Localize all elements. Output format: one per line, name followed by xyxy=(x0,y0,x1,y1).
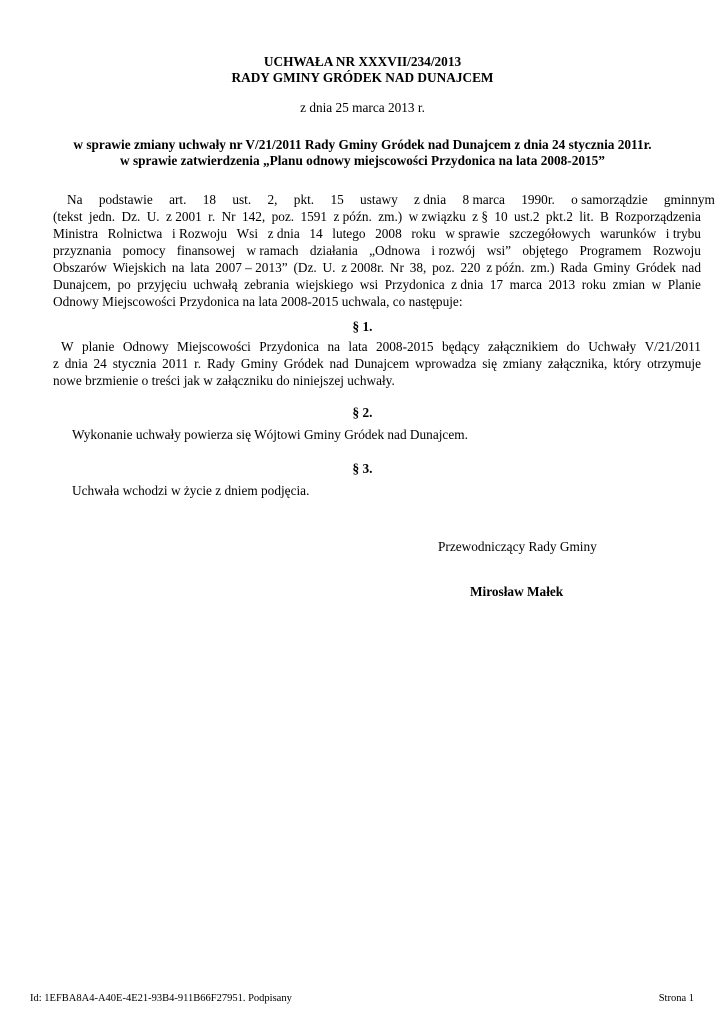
word: do xyxy=(566,339,580,354)
word: 15 xyxy=(330,192,344,207)
word: przyjęciu xyxy=(137,277,187,292)
word: z 2001 xyxy=(165,209,202,224)
word: w związku xyxy=(408,209,466,224)
word: roku xyxy=(581,277,607,292)
word: lutego xyxy=(332,226,366,241)
section-1-heading: § 1. xyxy=(352,319,373,334)
word: 38, xyxy=(409,260,427,275)
paragraph-line xyxy=(53,338,701,355)
word: się xyxy=(482,356,497,371)
word: wprowadza xyxy=(415,356,477,371)
council-name: RADY GMINY GRÓDEK NAD DUNAJCEM xyxy=(231,70,494,85)
word: 24 xyxy=(93,356,107,371)
word: U. xyxy=(146,209,160,224)
word: lata xyxy=(348,339,368,354)
word: art. xyxy=(169,192,187,207)
word: Gminy xyxy=(240,356,278,371)
word: warunków xyxy=(600,226,657,241)
page-number: Strona 1 xyxy=(658,993,694,1004)
word: wiejskiego xyxy=(295,277,354,292)
word: ust.2 xyxy=(514,209,540,224)
subject-line-1: w sprawie zmiany uchwały nr V/21/2011 Rady Gminy Gródek nad Dunajcem z dnia 24 stycznia 2011r. xyxy=(73,137,652,152)
word: w xyxy=(651,277,662,292)
word: objętego xyxy=(522,243,569,258)
word: (Dz. xyxy=(293,260,317,275)
word: Rady xyxy=(206,356,236,371)
resolution-date: z dnia 25 marca 2013 r. xyxy=(300,100,425,115)
word: 1990r. xyxy=(521,192,555,207)
word: Gródek xyxy=(636,260,676,275)
word: 2007 – 2013” xyxy=(215,260,288,275)
word: z xyxy=(53,356,59,371)
word: i rozwój xyxy=(431,243,476,258)
word: B xyxy=(600,209,609,224)
word: Rada xyxy=(560,260,588,275)
word: ust. xyxy=(232,192,252,207)
word: zmiany xyxy=(502,356,542,371)
word: nad xyxy=(681,260,701,275)
word: nad xyxy=(329,356,349,371)
word: z § xyxy=(472,209,489,224)
word: zebrania xyxy=(244,277,290,292)
word: Nr xyxy=(389,260,404,275)
word: na xyxy=(171,260,185,275)
word: podstawie xyxy=(98,192,153,207)
word: Dunajcem xyxy=(354,356,410,371)
word: zm.) xyxy=(530,260,555,275)
paragraph-line xyxy=(53,242,701,259)
word: ustawy xyxy=(360,192,398,207)
resolution-title: UCHWAŁA NR XXXVII/234/2013 xyxy=(263,54,462,69)
word: 220 xyxy=(460,260,481,275)
word: pkt. xyxy=(293,192,315,207)
word: Wsi xyxy=(236,226,259,241)
word: załącznika, xyxy=(547,356,608,371)
word: jedn. xyxy=(88,209,116,224)
word: z dnia xyxy=(414,192,447,207)
word: 2011 xyxy=(162,356,189,371)
word: planie xyxy=(81,339,115,354)
word: wsi” xyxy=(486,243,512,258)
word: lit. xyxy=(579,209,594,224)
word: 142, xyxy=(241,209,266,224)
word: gminnym xyxy=(663,192,715,207)
word: Rozwoju xyxy=(652,243,701,258)
word: „Odnowa xyxy=(369,243,421,258)
word: 14 xyxy=(309,226,323,241)
word: wsi xyxy=(359,277,379,292)
word: Dunajcem, xyxy=(53,277,111,292)
word: pkt.2 xyxy=(545,209,573,224)
word: zm.) xyxy=(378,209,403,224)
signatory-role: Przewodniczący Rady Gminy xyxy=(438,539,597,554)
word: Na xyxy=(67,192,83,207)
word: roku xyxy=(411,226,436,241)
word: 10 xyxy=(494,209,508,224)
word: Programem xyxy=(579,243,642,258)
word: szczegółowych xyxy=(509,226,591,241)
word: z późn. xyxy=(486,260,525,275)
word: o samorządzie xyxy=(571,192,648,207)
word: załącznikiem xyxy=(488,339,559,354)
word: Planie xyxy=(667,277,701,292)
word: 8 marca xyxy=(462,192,505,207)
word: Przydonica xyxy=(259,339,320,354)
word: Gminy xyxy=(593,260,631,275)
word: r. xyxy=(194,356,202,371)
word: z dnia xyxy=(267,226,300,241)
word: lata xyxy=(190,260,210,275)
document-id-footer: Id: 1EFBA8A4-A40E-4E21-93B4-911B66F27951. Podpisany xyxy=(30,993,292,1004)
word: W xyxy=(61,339,74,354)
word: i Rozwoju xyxy=(171,226,227,241)
word: poz. xyxy=(432,260,455,275)
word: Uchwały xyxy=(588,339,637,354)
word: 18 xyxy=(202,192,217,207)
word: V/21/2011 xyxy=(644,339,701,354)
signatory-name: Mirosław Małek xyxy=(470,584,564,599)
paragraph-line xyxy=(53,191,715,208)
word: działania xyxy=(309,243,358,258)
word: Obszarów xyxy=(53,260,107,275)
legal-basis-paragraph xyxy=(53,191,715,310)
word: 1591 xyxy=(300,209,328,224)
paragraph-line xyxy=(53,276,701,293)
section-3-paragraph: Uchwała wchodzi w życie z dniem podjęcia. xyxy=(72,483,310,498)
word: poz. xyxy=(271,209,295,224)
section-2-heading: § 2. xyxy=(352,405,373,420)
word: z dnia xyxy=(451,277,484,292)
word: Rolnictwa xyxy=(107,226,163,241)
word: 2008-2015 xyxy=(375,339,434,354)
word: stycznia xyxy=(112,356,157,371)
word: otrzymuje xyxy=(647,356,701,371)
word: finansowej xyxy=(176,243,236,258)
word: U. xyxy=(322,260,336,275)
word: Wiejskich xyxy=(112,260,167,275)
word: po xyxy=(117,277,131,292)
word: 2, xyxy=(267,192,278,207)
subject-line-2: w sprawie zatwierdzenia „Planu odnowy miejscowości Przydonica na lata 2008-2015” xyxy=(120,153,605,168)
section-2-paragraph: Wykonanie uchwały powierza się Wójtowi Gminy Gródek nad Dunajcem. xyxy=(72,427,468,442)
word: będący xyxy=(441,339,480,354)
paragraph-line xyxy=(53,355,701,372)
word: r. xyxy=(208,209,216,224)
word: dnia xyxy=(64,356,88,371)
word: 17 xyxy=(489,277,504,292)
section-3-heading: § 3. xyxy=(352,461,373,476)
word: który xyxy=(613,356,642,371)
word: z 2008r. xyxy=(341,260,385,275)
word: (tekst xyxy=(53,209,83,224)
word: Odnowy xyxy=(122,339,169,354)
word: Nr xyxy=(221,209,236,224)
paragraph-line xyxy=(53,208,701,225)
word: Gródek xyxy=(283,356,324,371)
word: Dz. xyxy=(121,209,141,224)
paragraph-line xyxy=(53,225,701,242)
word: Ministra xyxy=(53,226,99,241)
paragraph-line: nowe brzmienie o treści jak w załączniku do niniejszej uchwały. xyxy=(53,373,395,388)
word: w sprawie xyxy=(445,226,500,241)
word: pomocy xyxy=(122,243,166,258)
section-1-paragraph xyxy=(53,338,701,389)
word: uchwałą xyxy=(193,277,238,292)
word: 2013 xyxy=(548,277,576,292)
word: 2008 xyxy=(375,226,402,241)
word: na xyxy=(327,339,341,354)
word: Przydonica xyxy=(384,277,445,292)
word: przyznania xyxy=(53,243,112,258)
word: z późn. xyxy=(333,209,372,224)
paragraph-line xyxy=(53,259,701,276)
word: i trybu xyxy=(665,226,701,241)
word: Miejscowości xyxy=(177,339,251,354)
word: zmian xyxy=(612,277,646,292)
word: w ramach xyxy=(246,243,299,258)
paragraph-line: Odnowy Miejscowości Przydonica na lata 2008-2015 uchwala, co następuje: xyxy=(53,294,463,309)
word: marca xyxy=(509,277,543,292)
word: Rozporządzenia xyxy=(615,209,701,224)
